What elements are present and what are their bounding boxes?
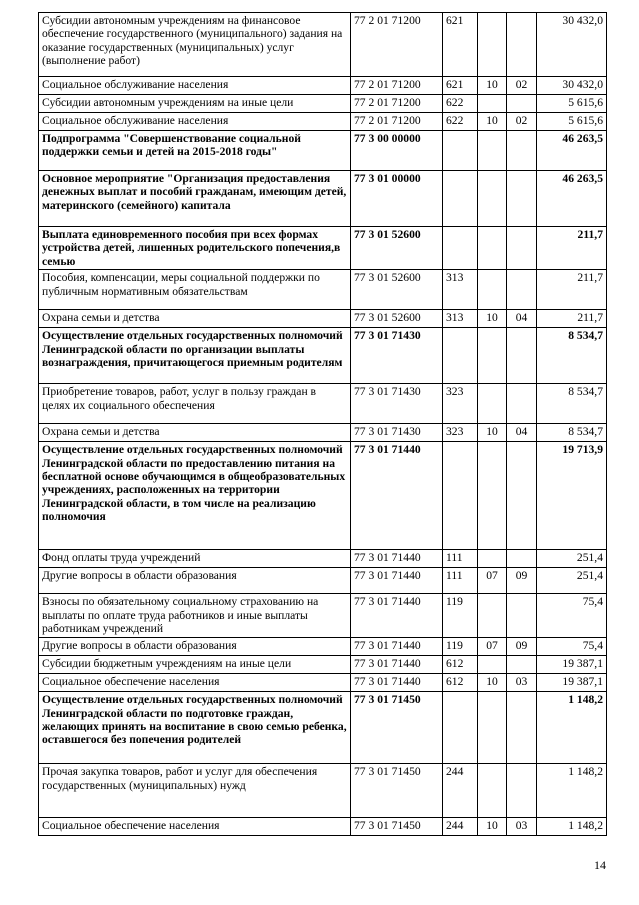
row-pr-code: 04 xyxy=(507,424,537,442)
row-name: Социальное обслуживание населения xyxy=(39,113,351,131)
row-rz-code xyxy=(478,171,507,227)
row-csr-code: 77 2 01 71200 xyxy=(351,13,443,77)
row-rz-code xyxy=(478,550,507,568)
row-pr-code xyxy=(507,13,537,77)
row-rz-code xyxy=(478,442,507,550)
row-amount: 211,7 xyxy=(537,270,607,310)
row-vr-code xyxy=(443,692,478,764)
row-pr-code: 02 xyxy=(507,77,537,95)
row-rz-code: 10 xyxy=(478,77,507,95)
row-name: Осуществление отдельных государственных полномочий Ленинградской области по предоставлению питания на бесплатной основе обучающимся в общеобразовательных учреждениях, расположенных на территории Ленинградской области, в том числе на реализацию полномочия xyxy=(39,442,351,550)
row-pr-code: 03 xyxy=(507,818,537,836)
row-pr-code xyxy=(507,442,537,550)
row-rz-code xyxy=(478,13,507,77)
row-amount: 1 148,2 xyxy=(537,818,607,836)
row-pr-code xyxy=(507,550,537,568)
row-csr-code: 77 3 01 71440 xyxy=(351,594,443,638)
row-csr-code: 77 2 01 71200 xyxy=(351,77,443,95)
row-rz-code xyxy=(478,656,507,674)
row-vr-code: 323 xyxy=(443,384,478,424)
row-amount: 46 263,5 xyxy=(537,171,607,227)
row-name: Взносы по обязательному социальному страхованию на выплаты по оплате труда работников и иные выплаты работникам учреждений xyxy=(39,594,351,638)
row-rz-code: 10 xyxy=(478,424,507,442)
row-amount: 8 534,7 xyxy=(537,384,607,424)
row-vr-code xyxy=(443,227,478,270)
row-amount: 211,7 xyxy=(537,310,607,328)
row-vr-code xyxy=(443,131,478,171)
row-amount: 251,4 xyxy=(537,568,607,594)
row-amount: 5 615,6 xyxy=(537,95,607,113)
row-vr-code: 323 xyxy=(443,424,478,442)
row-vr-code xyxy=(443,171,478,227)
row-name: Пособия, компенсации, меры социальной поддержки по публичным нормативным обязательствам xyxy=(39,270,351,310)
row-rz-code xyxy=(478,692,507,764)
table-row xyxy=(39,692,607,764)
row-vr-code: 244 xyxy=(443,764,478,818)
row-amount: 8 534,7 xyxy=(537,424,607,442)
row-vr-code: 119 xyxy=(443,594,478,638)
row-amount: 211,7 xyxy=(537,227,607,270)
row-name: Подпрограмма "Совершенствование социальной поддержки семьи и детей на 2015-2018 годы" xyxy=(39,131,351,171)
table-row xyxy=(39,674,607,692)
row-name: Выплата единовременного пособия при всех формах устройства детей, лишенных родительского попечения,в семью xyxy=(39,227,351,270)
row-csr-code: 77 3 01 52600 xyxy=(351,227,443,270)
table-row xyxy=(39,310,607,328)
row-name: Фонд оплаты труда учреждений xyxy=(39,550,351,568)
row-amount: 19 713,9 xyxy=(537,442,607,550)
row-amount: 251,4 xyxy=(537,550,607,568)
row-csr-code: 77 3 00 00000 xyxy=(351,131,443,171)
row-vr-code: 313 xyxy=(443,310,478,328)
row-pr-code: 09 xyxy=(507,638,537,656)
row-csr-code: 77 3 01 71440 xyxy=(351,674,443,692)
row-vr-code: 111 xyxy=(443,550,478,568)
row-vr-code xyxy=(443,442,478,550)
row-rz-code xyxy=(478,328,507,384)
table-row xyxy=(39,113,607,131)
row-rz-code xyxy=(478,95,507,113)
table-row xyxy=(39,442,607,550)
row-amount: 30 432,0 xyxy=(537,77,607,95)
row-rz-code xyxy=(478,594,507,638)
row-vr-code: 612 xyxy=(443,674,478,692)
row-rz-code xyxy=(478,384,507,424)
row-pr-code xyxy=(507,227,537,270)
row-vr-code: 313 xyxy=(443,270,478,310)
row-vr-code: 119 xyxy=(443,638,478,656)
table-row xyxy=(39,227,607,270)
table-row xyxy=(39,328,607,384)
row-name: Прочая закупка товаров, работ и услуг для обеспечения государственных (муниципальных) нужд xyxy=(39,764,351,818)
budget-table xyxy=(38,12,607,836)
row-csr-code: 77 3 01 71450 xyxy=(351,818,443,836)
row-csr-code: 77 3 01 71440 xyxy=(351,442,443,550)
row-vr-code: 622 xyxy=(443,95,478,113)
row-pr-code: 03 xyxy=(507,674,537,692)
row-pr-code: 04 xyxy=(507,310,537,328)
row-pr-code xyxy=(507,171,537,227)
row-csr-code: 77 3 01 52600 xyxy=(351,310,443,328)
row-rz-code: 10 xyxy=(478,310,507,328)
table-row xyxy=(39,656,607,674)
row-rz-code: 07 xyxy=(478,638,507,656)
row-pr-code xyxy=(507,328,537,384)
row-rz-code xyxy=(478,131,507,171)
row-amount: 19 387,1 xyxy=(537,656,607,674)
row-name: Осуществление отдельных государственных полномочий Ленинградской области по организации выплаты вознаграждения, причитающегося приемным родителям xyxy=(39,328,351,384)
row-amount: 1 148,2 xyxy=(537,692,607,764)
row-pr-code xyxy=(507,594,537,638)
row-amount: 8 534,7 xyxy=(537,328,607,384)
table-row xyxy=(39,171,607,227)
table-row xyxy=(39,384,607,424)
row-rz-code xyxy=(478,270,507,310)
row-pr-code: 09 xyxy=(507,568,537,594)
row-name: Охрана семьи и детства xyxy=(39,310,351,328)
row-pr-code xyxy=(507,95,537,113)
table-row xyxy=(39,131,607,171)
row-amount: 5 615,6 xyxy=(537,113,607,131)
row-amount: 75,4 xyxy=(537,638,607,656)
row-csr-code: 77 3 01 71440 xyxy=(351,550,443,568)
row-csr-code: 77 3 01 71430 xyxy=(351,424,443,442)
row-name: Социальное обеспечение населения xyxy=(39,674,351,692)
row-vr-code: 621 xyxy=(443,13,478,77)
table-row xyxy=(39,13,607,77)
row-vr-code: 621 xyxy=(443,77,478,95)
table-row xyxy=(39,594,607,638)
row-name: Субсидии бюджетным учреждениям на иные цели xyxy=(39,656,351,674)
row-pr-code xyxy=(507,131,537,171)
row-pr-code xyxy=(507,692,537,764)
row-rz-code xyxy=(478,764,507,818)
row-csr-code: 77 2 01 71200 xyxy=(351,113,443,131)
table-row xyxy=(39,568,607,594)
row-csr-code: 77 3 01 71440 xyxy=(351,638,443,656)
row-csr-code: 77 3 01 71450 xyxy=(351,692,443,764)
row-csr-code: 77 3 01 71440 xyxy=(351,656,443,674)
row-csr-code: 77 3 01 71450 xyxy=(351,764,443,818)
row-name: Осуществление отдельных государственных полномочий Ленинградской области по подготовке граждан, желающих принять на воспитание в свою семью ребенка, оставшегося без попечения родителей xyxy=(39,692,351,764)
table-row xyxy=(39,550,607,568)
row-vr-code xyxy=(443,328,478,384)
row-name: Субсидии автономным учреждениям на иные цели xyxy=(39,95,351,113)
row-name: Охрана семьи и детства xyxy=(39,424,351,442)
row-amount: 75,4 xyxy=(537,594,607,638)
row-rz-code: 07 xyxy=(478,568,507,594)
row-amount: 1 148,2 xyxy=(537,764,607,818)
row-rz-code: 10 xyxy=(478,674,507,692)
row-pr-code xyxy=(507,656,537,674)
row-csr-code: 77 3 01 00000 xyxy=(351,171,443,227)
row-vr-code: 244 xyxy=(443,818,478,836)
row-csr-code: 77 2 01 71200 xyxy=(351,95,443,113)
row-vr-code: 612 xyxy=(443,656,478,674)
table-row xyxy=(39,95,607,113)
row-name: Социальное обслуживание населения xyxy=(39,77,351,95)
row-name: Другие вопросы в области образования xyxy=(39,568,351,594)
row-name: Субсидии автономным учреждениям на финансовое обеспечение государственного (муниципального) задания на оказание государственных (муниципальных) услуг (выполнение работ) xyxy=(39,13,351,77)
row-vr-code: 622 xyxy=(443,113,478,131)
table-row xyxy=(39,270,607,310)
row-name: Основное мероприятие "Организация предоставления денежных выплат и пособий гражданам, имеющим детей, материнского (семейного) капитала xyxy=(39,171,351,227)
row-csr-code: 77 3 01 71430 xyxy=(351,328,443,384)
row-name: Другие вопросы в области образования xyxy=(39,638,351,656)
table-row xyxy=(39,77,607,95)
row-name: Приобретение товаров, работ, услуг в пользу граждан в целях их социального обеспечения xyxy=(39,384,351,424)
table-row xyxy=(39,818,607,836)
row-rz-code: 10 xyxy=(478,113,507,131)
row-pr-code xyxy=(507,270,537,310)
row-name: Социальное обеспечение населения xyxy=(39,818,351,836)
row-amount: 19 387,1 xyxy=(537,674,607,692)
row-csr-code: 77 3 01 71430 xyxy=(351,384,443,424)
row-rz-code xyxy=(478,227,507,270)
page-number: 14 xyxy=(594,858,606,872)
row-rz-code: 10 xyxy=(478,818,507,836)
row-vr-code: 111 xyxy=(443,568,478,594)
row-pr-code: 02 xyxy=(507,113,537,131)
table-row xyxy=(39,424,607,442)
row-pr-code xyxy=(507,384,537,424)
table-body xyxy=(39,13,607,836)
table-row xyxy=(39,638,607,656)
table-row xyxy=(39,764,607,818)
row-csr-code: 77 3 01 52600 xyxy=(351,270,443,310)
row-amount: 30 432,0 xyxy=(537,13,607,77)
row-csr-code: 77 3 01 71440 xyxy=(351,568,443,594)
row-amount: 46 263,5 xyxy=(537,131,607,171)
row-pr-code xyxy=(507,764,537,818)
